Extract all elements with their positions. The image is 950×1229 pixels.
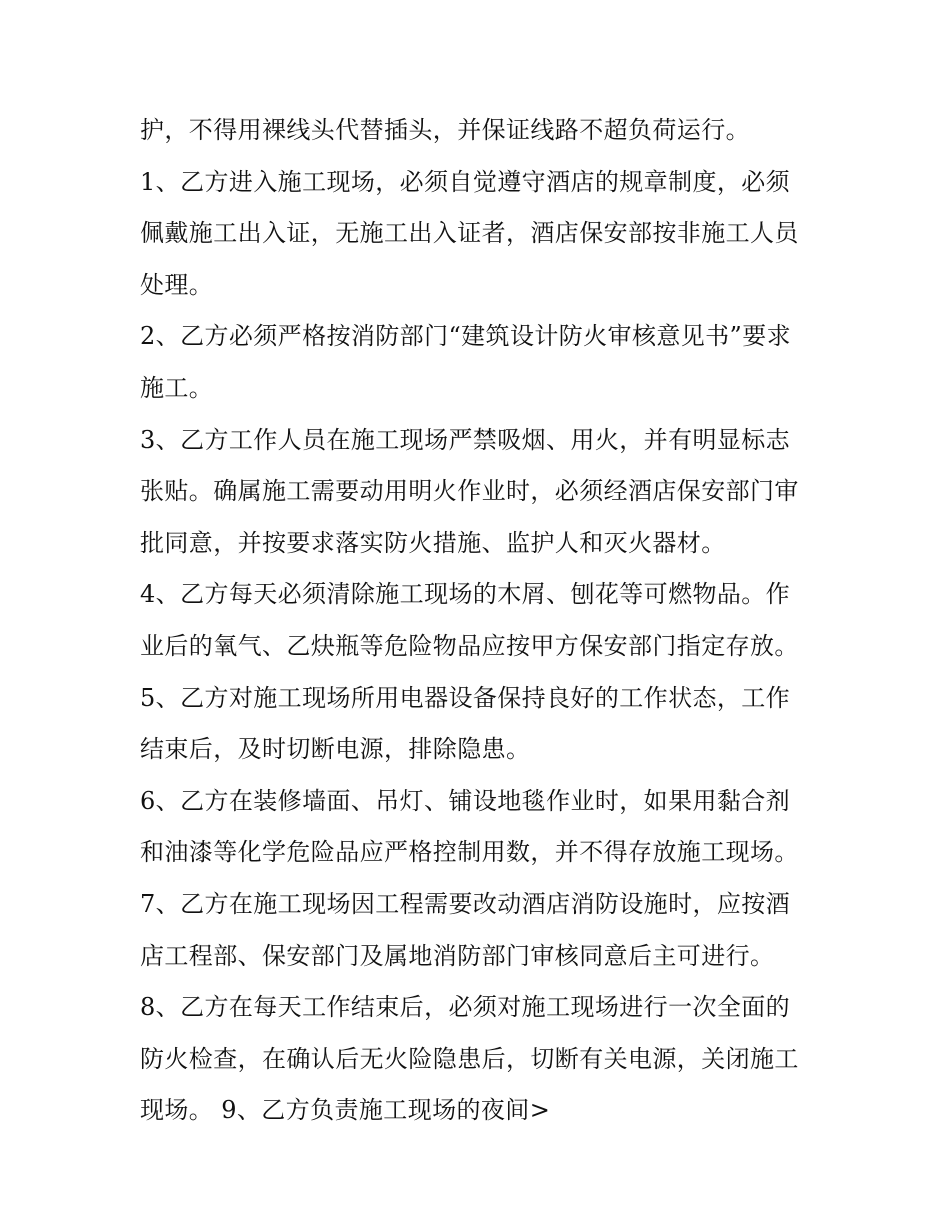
- text-line: 2、乙方必须严格按消防部门“建筑设计防火审核意见书”要求: [140, 322, 792, 351]
- text-line: 护，不得用裸线头代替插头，并保证线路不超负荷运行。: [140, 116, 750, 144]
- text-line: 5、乙方对施工现场所用电器设备保持良好的工作状态，工作: [140, 683, 791, 712]
- text-line: 施工。: [140, 373, 214, 402]
- text-line: 佩戴施工出入证，无施工出入证者，酒店保安部按非施工人员: [140, 219, 799, 248]
- text-line: 6、乙方在装修墙面、吊灯、铺设地毯作业时，如果用黏合剂: [140, 786, 791, 815]
- text-line: 3、乙方工作人员在施工现场严禁吸烟、用火，并有明显标志: [140, 425, 791, 454]
- text-line: 和油漆等化学危险品应严格控制用数，并不得存放施工现场。: [140, 838, 799, 867]
- text-line: 7、乙方在施工现场因工程需要改动酒店消防设施时，应按酒: [140, 889, 791, 918]
- text-line: 张贴。确属施工需要动用明火作业时，必须经酒店保安部门审: [140, 477, 799, 506]
- text-line: 店工程部、保安部门及属地消防部门审核同意后主可进行。: [140, 941, 775, 970]
- text-line: 批同意，并按要求落实防火措施、监护人和灭火器材。: [140, 528, 726, 557]
- text-line: 防火检查，在确认后无火险隐患后，切断有关电源，关闭施工: [140, 1044, 799, 1073]
- text-line: 4、乙方每天必须清除施工现场的木屑、刨花等可燃物品。作: [140, 580, 791, 609]
- text-line: 业后的氧气、乙炔瓶等危险物品应按甲方保安部门指定存放。: [140, 631, 799, 660]
- text-line: 处理。: [140, 270, 214, 299]
- text-line: 8、乙方在每天工作结束后，必须对施工现场进行一次全面的: [140, 993, 791, 1022]
- text-line: 结束后，及时切断电源，排除隐患。: [140, 735, 531, 764]
- text-line: 1、乙方进入施工现场，必须自觉遵守酒店的规章制度，必须: [140, 167, 791, 196]
- text-line: 现场。 9、乙方负责施工现场的夜间>: [140, 1096, 551, 1125]
- document-body: [140, 105, 820, 1137]
